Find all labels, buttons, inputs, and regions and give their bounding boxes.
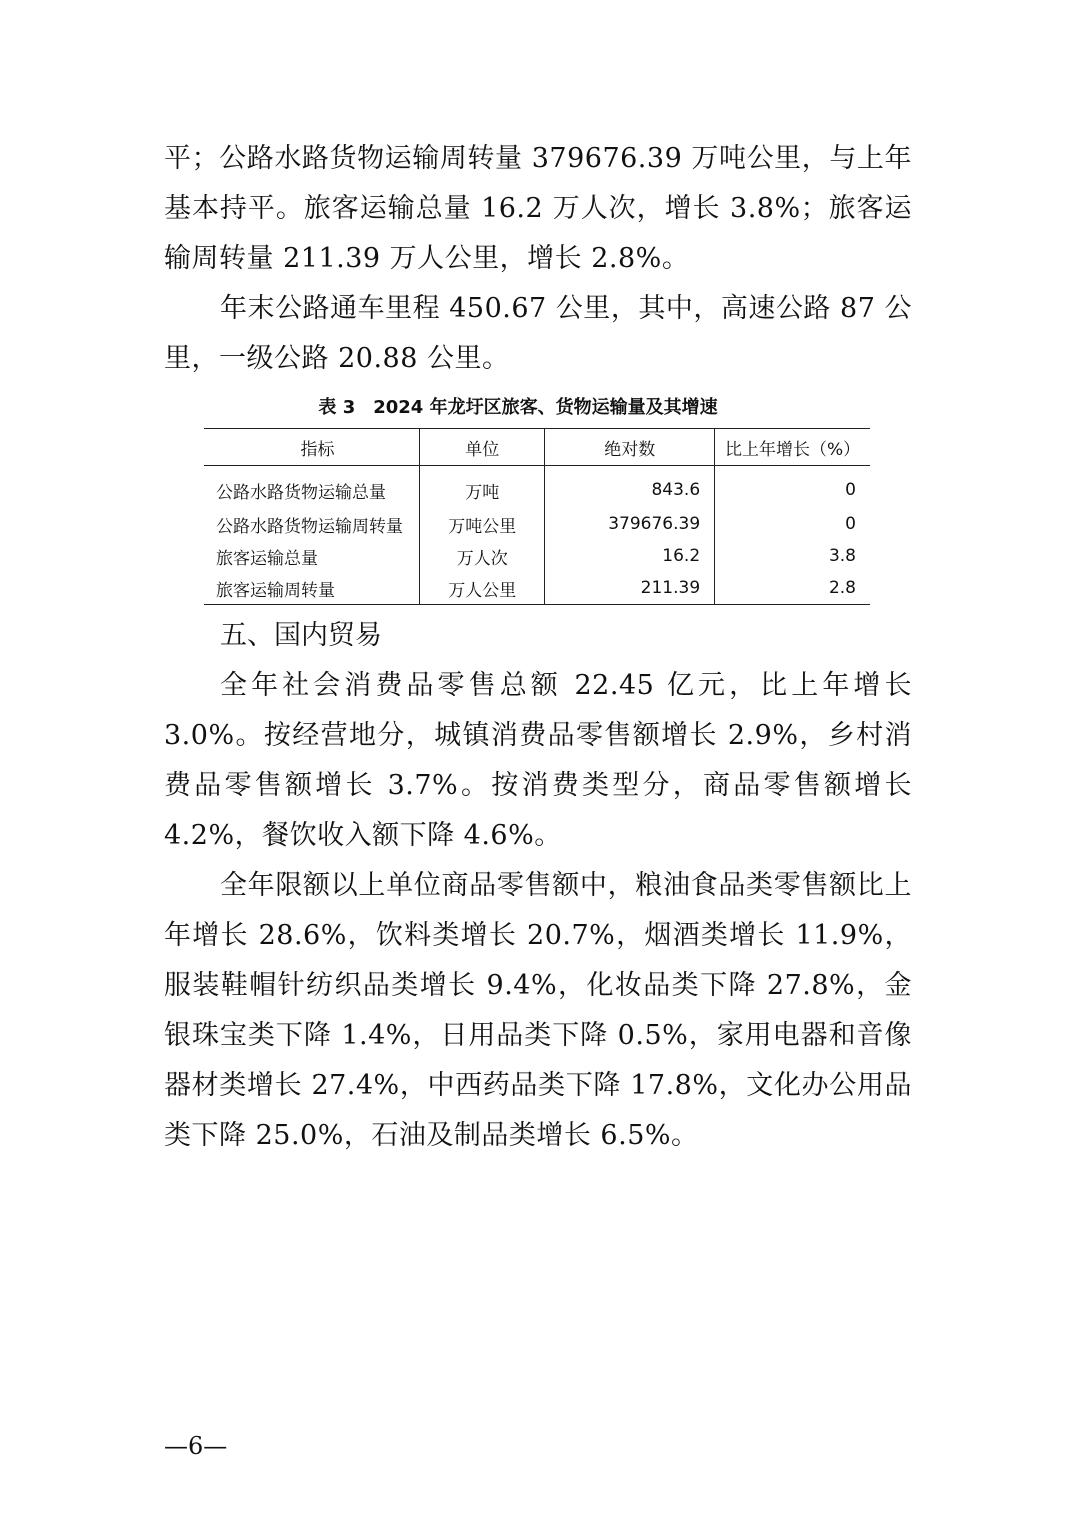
cell-growth: 0 (715, 508, 870, 540)
cell-absolute: 843.6 (545, 466, 715, 509)
cell-unit: 万人次 (420, 540, 545, 572)
header-unit: 单位 (420, 429, 545, 466)
table-header-row (204, 429, 870, 466)
cell-unit: 万吨 (420, 466, 545, 509)
cell-growth: 3.8 (715, 540, 870, 572)
table-row (204, 508, 870, 540)
cell-unit: 万人公里 (420, 572, 545, 605)
cell-indicator: 公路水路货物运输周转量 (216, 516, 403, 537)
header-absolute: 绝对数 (545, 429, 715, 466)
table-row (204, 466, 870, 509)
page-content (164, 134, 912, 1161)
cell-indicator: 旅客运输总量 (216, 548, 318, 569)
cell-growth: 2.8 (715, 572, 870, 605)
page-number: —6— (164, 1432, 228, 1460)
cell-absolute: 379676.39 (545, 508, 715, 540)
paragraph-road-mileage: 年末公路通车里程 450.67 公里，其中，高速公路 87 公里，一级公路 20.88 公里。 (164, 293, 912, 374)
paragraph-retail-sales: 全年社会消费品零售总额 22.45 亿元，比上年增长 3.0%。按经营地分，城镇消费品零售额增长 2.9%，乡村消费品零售额增长 3.7%。按消费类型分，商品零售额增长 4.2%，餐饮收入额下降 4.6%。 (164, 670, 912, 851)
table-row (204, 572, 870, 605)
cell-absolute: 211.39 (545, 572, 715, 605)
cell-absolute: 16.2 (545, 540, 715, 572)
table-row (204, 540, 870, 572)
cell-growth: 0 (715, 466, 870, 509)
cell-indicator: 旅客运输周转量 (204, 572, 420, 605)
paragraph-retail-categories: 全年限额以上单位商品零售额中，粮油食品类零售额比上年增长 28.6%，饮料类增长 20.7%，烟酒类增长 11.9%，服装鞋帽针纺织品类增长 9.4%，化妆品类下降 27.8%，金银珠宝类下降 1.4%，日用品类下降 0.5%，家用电器和音像器材类增长 27.4%，中西药品类下降 17.8%，文化办公用品类下降 25.0%，石油及制品类增长 6.5%。 (164, 870, 912, 1151)
section-heading: 五、国内贸易 (220, 620, 382, 651)
paragraph-transport-volume: 平；公路水路货物运输周转量 379676.39 万吨公里，与上年基本持平。旅客运输总量 16.2 万人次，增长 3.8%；旅客运输周转量 211.39 万人公里，增长 2.8%。 (164, 143, 912, 274)
cell-indicator: 公路水路货物运输总量 (216, 482, 386, 503)
header-indicator: 指标 (204, 429, 420, 466)
cell-unit: 万吨公里 (420, 508, 545, 540)
transport-table (204, 428, 870, 605)
header-growth: 比上年增长（%） (715, 429, 870, 466)
table-caption: 表 3 2024 年龙圩区旅客、货物运输量及其增速 (318, 397, 718, 418)
